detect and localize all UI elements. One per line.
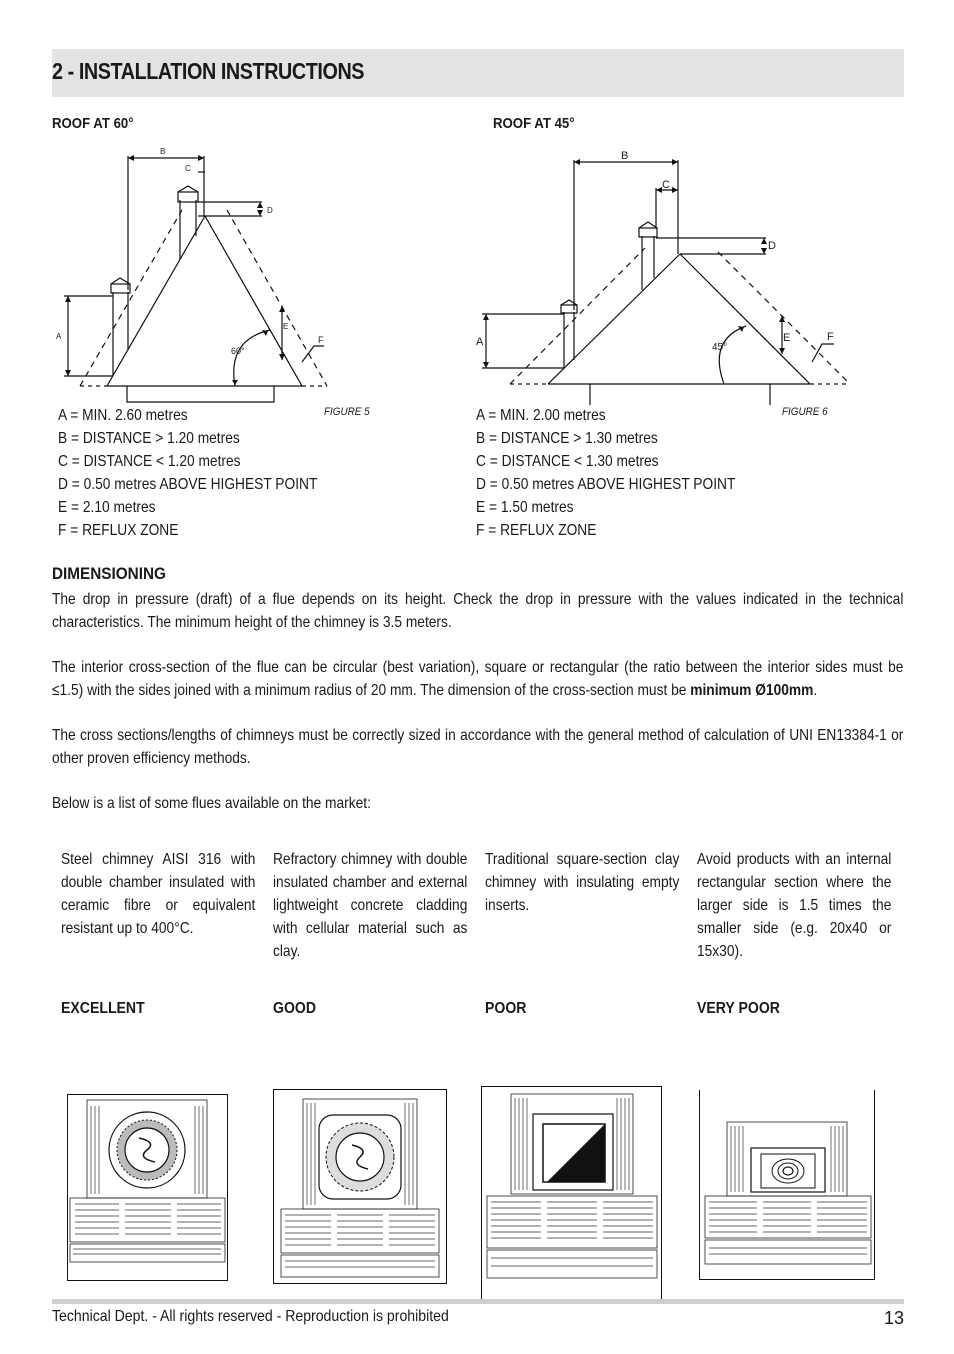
roof-60-legend [58, 404, 317, 542]
legend-item: B = DISTANCE > 1.30 metres [476, 430, 658, 447]
page-title: 2 - INSTALLATION INSTRUCTIONS [52, 58, 365, 84]
label-a: A [56, 332, 62, 341]
label-f: F [318, 335, 324, 345]
flue-description-good: Refractory chimney with double insulated chamber and external lightweight concrete cladding with cellular material such as clay. [273, 851, 468, 960]
roof-45-heading: ROOF AT 45° [493, 115, 575, 132]
label-e: E [783, 332, 791, 344]
legend-item: F = REFLUX ZONE [476, 522, 597, 539]
label-c: C [185, 164, 191, 173]
label-d: D [267, 206, 273, 215]
flue-description-excellent: Steel chimney AISI 316 with double chamber insulated with ceramic fibre or equivalent resistant up to 400°C. [61, 851, 256, 937]
label-f: F [827, 331, 834, 343]
legend-item: A = MIN. 2.60 metres [58, 407, 188, 424]
label-c: C [662, 179, 670, 191]
flue-image-poor [481, 1086, 662, 1301]
dimensioning-paragraph-1: The drop in pressure (draft) of a flue depends on its height. Check the drop in pressure with the values indicated in the technical characteristics. The minimum height of the chimney is 3.5 meters. [52, 591, 904, 631]
dimensioning-paragraph-3: The cross sections/lengths of chimneys must be correctly sized in accordance with the general method of calculation of UNI EN13384-1 or other proven efficiency methods. [52, 727, 904, 767]
flue-image-very-poor [699, 1090, 875, 1280]
dimensioning-paragraph-2 [52, 656, 903, 702]
label-a: A [476, 336, 484, 348]
dimensioning-heading: DIMENSIONING [52, 564, 166, 583]
roof-45-legend [476, 404, 735, 542]
page-number: 13 [884, 1308, 905, 1328]
flue-image-good [273, 1089, 447, 1284]
rating-very-poor: VERY POOR [697, 1000, 780, 1017]
rating-excellent: EXCELLENT [61, 1000, 145, 1017]
dimensioning-paragraph-4: Below is a list of some flues available on the market: [52, 795, 371, 812]
flue-description-very-poor: Avoid products with an internal rectangular section where the larger side is 1.5 times the smaller side (e.g. 20x40 or 15x30). [697, 851, 892, 960]
rating-good: GOOD [273, 1000, 317, 1017]
legend-item: F = REFLUX ZONE [58, 522, 179, 539]
legend-item: D = 0.50 metres ABOVE HIGHEST POINT [58, 476, 318, 493]
min-diameter-text: minimum Ø100mm [690, 682, 814, 699]
header-bar [52, 49, 904, 97]
label-e: E [283, 322, 289, 331]
flue-image-excellent [67, 1094, 228, 1281]
legend-item: E = 1.50 metres [476, 499, 574, 516]
figure-roof-45 [470, 140, 860, 405]
label-angle: 45° [712, 342, 728, 353]
label-angle: 60° [231, 346, 245, 356]
legend-item: B = DISTANCE > 1.20 metres [58, 430, 240, 447]
legend-item: C = DISTANCE < 1.30 metres [476, 453, 659, 470]
legend-item: E = 2.10 metres [58, 499, 156, 516]
legend-item: A = MIN. 2.00 metres [476, 407, 606, 424]
footer-text: Technical Dept. - All rights reserved - Reproduction is prohibited [52, 1308, 449, 1325]
figure-5-caption: FIGURE 5 [324, 406, 370, 418]
legend-item: D = 0.50 metres ABOVE HIGHEST POINT [476, 476, 736, 493]
footer-divider [52, 1299, 904, 1304]
label-d: D [768, 240, 776, 252]
roof-60-diagram [52, 140, 342, 405]
label-b: B [160, 147, 166, 156]
figure-6-caption: FIGURE 6 [782, 406, 828, 418]
paragraph-2-end: . [813, 682, 818, 699]
legend-item: C = DISTANCE < 1.20 metres [58, 453, 241, 470]
roof-45-diagram [470, 140, 860, 405]
roof-60-heading: ROOF AT 60° [52, 115, 134, 132]
label-b: B [621, 150, 629, 162]
rating-poor: POOR [485, 1000, 527, 1017]
figure-roof-60 [52, 140, 342, 405]
paragraph-2-text: The interior cross-section of the flue can be circular (best variation), square or rectangular (the ratio between the interior sides must be ≤1.5) with the sides joined with a minimum radius of 20 mm. The dimension of the cross-section must be [52, 659, 904, 699]
flue-description-poor: Traditional square-section clay chimney with insulating empty inserts. [485, 851, 680, 914]
